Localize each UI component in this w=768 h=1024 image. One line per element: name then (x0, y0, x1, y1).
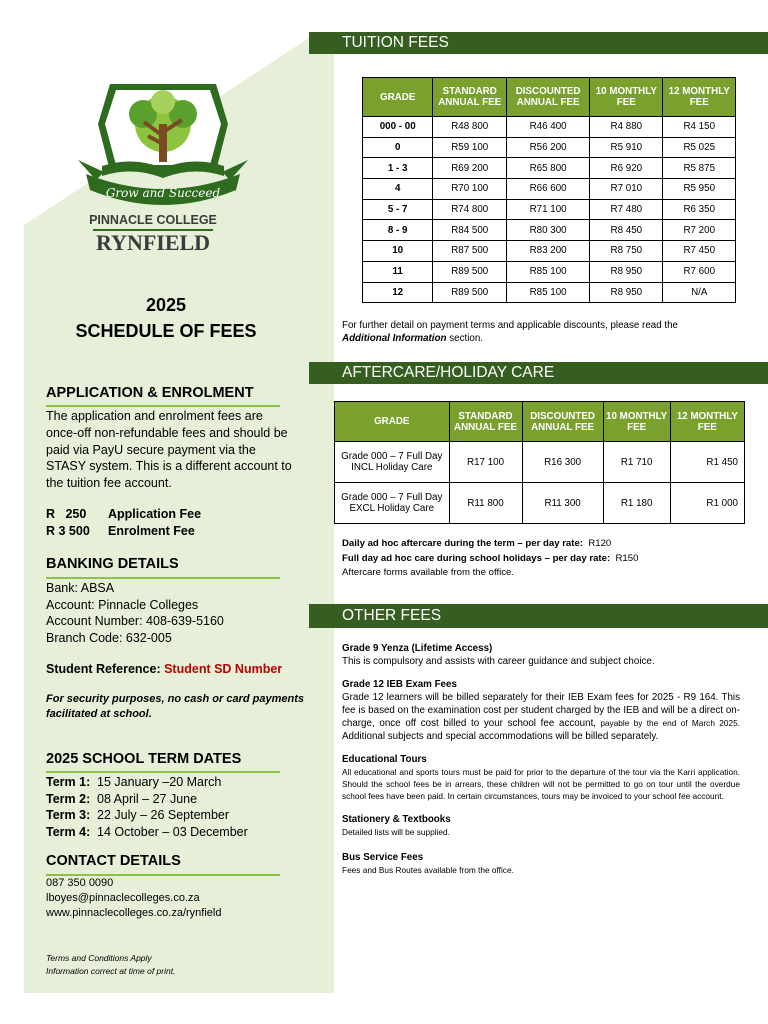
col-discounted-annual: DISCOUNTED ANNUAL FEE (507, 78, 590, 117)
grade-cell: 10 (363, 241, 433, 262)
table-row (363, 179, 736, 200)
bank-name: Bank: ABSA (46, 581, 115, 595)
fee-cell: R1 180 (603, 483, 670, 524)
holiday-rate-label: Full day ad hoc care during school holidays – per day rate: (342, 552, 611, 564)
term-dates: 14 October – 03 December (97, 824, 248, 839)
fee-cell: R1 000 (670, 483, 744, 524)
bank-account-number: Account Number: 408-639-5160 (46, 614, 224, 628)
student-reference-label: Student Reference: (46, 662, 165, 676)
student-reference (46, 661, 286, 678)
application-fee-row (46, 506, 286, 523)
student-reference-value: Student SD Number (164, 662, 283, 676)
application-fee-amount: R 250 (46, 507, 87, 521)
aftercare-holiday-rate (342, 552, 742, 567)
term-dates-rule (46, 771, 280, 773)
fee-cell: R56 200 (507, 137, 590, 158)
footer-info: Information correct at time of print. (46, 965, 176, 976)
yenza-title: Grade 9 Yenza (Lifetime Access) (342, 643, 493, 654)
fee-cell: R70 100 (433, 179, 507, 200)
table-row (363, 199, 736, 220)
term-dates: 22 July – 26 September (97, 808, 230, 822)
aftercare-header-row (335, 402, 745, 442)
grade-cell: Grade 000 – 7 Full Day INCL Holiday Care (335, 442, 450, 483)
fee-cell: R84 500 (433, 220, 507, 241)
tuition-fees-banner: TUITION FEES (309, 32, 768, 54)
holiday-rate-value: R150 (610, 552, 639, 564)
fee-cell: R1 450 (670, 442, 744, 483)
contact-heading: CONTACT DETAILS (46, 853, 181, 869)
logo-campus-name: RYNFIELD (95, 230, 211, 254)
ieb-text-main: Grade 12 learners will be billed separately for their IEB Exam fees for 2025 - R9 164. This fee is based on the examination cost per student charged by the IEB and will be a direct on-charge, once off cost billed to your school fee account, (342, 692, 740, 729)
college-logo (78, 76, 248, 254)
term-dates: 08 April – 27 June (97, 791, 198, 806)
grade-cell: Grade 000 – 7 Full Day EXCL Holiday Care (335, 483, 450, 524)
tuition-note-bold: Additional Information (342, 333, 447, 344)
col-grade: GRADE (335, 402, 450, 442)
tours-text: All educational and sports tours must be paid for prior to the departure of the tour via the Karri application. Should the school fees be in arrears, these children will not be permitted to go on tour until the overdue school fees have been paid. In certain circumstances, tours may be invoiced to your school fee account. (342, 767, 740, 802)
term-2 (46, 791, 296, 808)
fee-cell: R71 100 (507, 199, 590, 220)
col-standard-annual: STANDARD ANNUAL FEE (433, 78, 507, 117)
fee-cell: N/A (663, 282, 736, 303)
contact-details (46, 876, 286, 921)
tuition-note (342, 319, 742, 345)
grade-cell: 000 - 00 (363, 117, 433, 138)
security-note: For security purposes, no cash or card payments facilitated at school. (46, 693, 304, 720)
fee-cell: R59 100 (433, 137, 507, 158)
fee-cell: R5 910 (590, 137, 663, 158)
table-row (363, 261, 736, 282)
grade-cell: 5 - 7 (363, 199, 433, 220)
other-fees-banner: OTHER FEES (309, 604, 768, 628)
term-label: Term 3: (46, 808, 91, 822)
grade-cell: 0 (363, 137, 433, 158)
daily-rate-value: R120 (583, 538, 612, 549)
grade-cell: 12 (363, 282, 433, 303)
term-4 (46, 824, 296, 841)
fee-cell: R6 350 (663, 199, 736, 220)
fee-cell: R7 010 (590, 179, 663, 200)
term-label: Term 4: (46, 824, 91, 839)
fee-cell: R87 500 (433, 241, 507, 262)
tuition-header-row (363, 78, 736, 117)
tuition-fee-table (362, 77, 736, 303)
table-row (363, 220, 736, 241)
term-dates: 15 January –20 March (97, 775, 222, 789)
tuition-note-end: section. (446, 333, 483, 344)
fee-cell: R11 800 (449, 483, 522, 524)
fee-cell: R16 300 (522, 442, 603, 483)
fee-cell: R74 800 (433, 199, 507, 220)
banking-heading: BANKING DETAILS (46, 556, 179, 572)
table-row (335, 442, 745, 483)
daily-rate-label: Daily ad hoc aftercare during the term – per day rate: (342, 538, 583, 549)
application-rule (46, 405, 280, 407)
table-row (335, 483, 745, 524)
fee-cell: R7 600 (663, 261, 736, 282)
application-heading: APPLICATION & ENROLMENT (46, 385, 254, 401)
fee-cell: R85 100 (507, 261, 590, 282)
table-row (363, 158, 736, 179)
other-fees-section (342, 642, 740, 876)
grade-cell: 1 - 3 (363, 158, 433, 179)
fee-cell: R5 875 (663, 158, 736, 179)
term-label: Term 2: (46, 791, 91, 806)
fee-cell: R4 880 (590, 117, 663, 138)
fee-cell: R5 025 (663, 137, 736, 158)
fee-cell: R80 300 (507, 220, 590, 241)
fee-cell: R65 800 (507, 158, 590, 179)
col-12-monthly: 12 MONTHLY FEE (663, 78, 736, 117)
fee-cell: R85 100 (507, 282, 590, 303)
col-12-monthly: 12 MONTHLY FEE (670, 402, 744, 442)
fee-cell: R89 500 (433, 261, 507, 282)
contact-email[interactable]: lboyes@pinnaclecolleges.co.za (46, 892, 200, 904)
fee-cell: R1 710 (603, 442, 670, 483)
term-1 (46, 774, 296, 791)
tours-title: Educational Tours (342, 754, 427, 765)
term-dates-list (46, 774, 296, 840)
fee-cell: R46 400 (507, 117, 590, 138)
contact-website[interactable]: www.pinnaclecolleges.co.za/rynfield (46, 907, 222, 919)
grade-cell: 11 (363, 261, 433, 282)
ieb-text (342, 691, 740, 743)
col-10-monthly: 10 MONTHLY FEE (590, 78, 663, 117)
banking-rule (46, 577, 280, 579)
title-year: 2025 (145, 295, 187, 315)
logo-college-name: PINNACLE COLLEGE (89, 213, 217, 227)
stationery-title: Stationery & Textbooks (342, 813, 451, 825)
title-heading: SCHEDULE OF FEES (75, 321, 257, 341)
contact-phone[interactable]: 087 350 0090 (46, 877, 114, 889)
fee-cell: R4 150 (663, 117, 736, 138)
fee-cell: R7 450 (663, 241, 736, 262)
table-row (363, 117, 736, 138)
bus-text: Fees and Bus Routes available from the office. (342, 864, 514, 875)
col-grade: GRADE (363, 78, 433, 117)
application-text: The application and enrolment fees are once-off non-refundable fees and should be paid via PayU secure payment via the STASY system. This is a different account to the tuition fee account. (46, 409, 292, 491)
fee-cell: R11 300 (522, 483, 603, 524)
fee-cell: R66 600 (507, 179, 590, 200)
footer-note (46, 952, 286, 977)
tuition-note-text: For further detail on payment terms and applicable discounts, please read the (342, 320, 679, 331)
fee-cell: R89 500 (433, 282, 507, 303)
aftercare-daily-rate (342, 537, 742, 552)
bank-branch-code: Branch Code: 632-005 (46, 630, 172, 645)
bank-account-name: Account: Pinnacle Colleges (46, 597, 199, 612)
ieb-text-deadline: payable by the end of March 2025. (596, 718, 740, 728)
fee-cell: R8 450 (590, 220, 663, 241)
table-row (363, 282, 736, 303)
footer-terms: Terms and Conditions Apply (46, 953, 152, 963)
table-row (363, 137, 736, 158)
aftercare-notes (342, 537, 742, 581)
enrolment-fee-label: Enrolment Fee (108, 523, 195, 538)
application-fees (46, 506, 286, 539)
aftercare-table-body (335, 442, 745, 524)
grade-cell: 4 (363, 179, 433, 200)
enrolment-fee-amount: R 3 500 (46, 523, 90, 538)
fee-cell: R48 800 (433, 117, 507, 138)
fee-cell: R69 200 (433, 158, 507, 179)
aftercare-banner: AFTERCARE/HOLIDAY CARE (309, 362, 768, 384)
col-10-monthly: 10 MONTHLY FEE (603, 402, 670, 442)
grade-cell: 8 - 9 (363, 220, 433, 241)
ieb-title: Grade 12 IEB Exam Fees (342, 679, 457, 690)
yenza-text: This is compulsory and assists with career guidance and subject choice. (342, 656, 655, 667)
tuition-table-body (363, 117, 736, 303)
term-label: Term 1: (46, 775, 91, 789)
application-fee-label: Application Fee (108, 507, 202, 521)
fee-cell: R83 200 (507, 241, 590, 262)
col-standard-annual: STANDARD ANNUAL FEE (449, 402, 522, 442)
fee-cell: R6 920 (590, 158, 663, 179)
fee-cell: R8 950 (590, 261, 663, 282)
fee-cell: R7 200 (663, 220, 736, 241)
bus-title: Bus Service Fees (342, 851, 424, 863)
logo-ribbon-text: Grow and Succeed (105, 186, 221, 200)
aftercare-forms-note: Aftercare forms available from the office. (342, 567, 515, 578)
col-discounted-annual: DISCOUNTED ANNUAL FEE (522, 402, 603, 442)
fee-cell: R7 480 (590, 199, 663, 220)
fee-cell: R5 950 (663, 179, 736, 200)
banking-details (46, 580, 286, 646)
fee-cell: R8 950 (590, 282, 663, 303)
ieb-text-additional: Additional subjects and special accommodations will be billed separately. (342, 731, 659, 742)
schedule-title (46, 292, 286, 344)
aftercare-fee-table (334, 401, 745, 524)
fee-cell: R17 100 (449, 442, 522, 483)
term-3 (46, 807, 296, 824)
stationery-text: Detailed lists will be supplied. (342, 826, 450, 837)
table-row (363, 241, 736, 262)
term-dates-heading: 2025 SCHOOL TERM DATES (46, 751, 242, 767)
fee-cell: R8 750 (590, 241, 663, 262)
enrolment-fee-row (46, 523, 286, 540)
